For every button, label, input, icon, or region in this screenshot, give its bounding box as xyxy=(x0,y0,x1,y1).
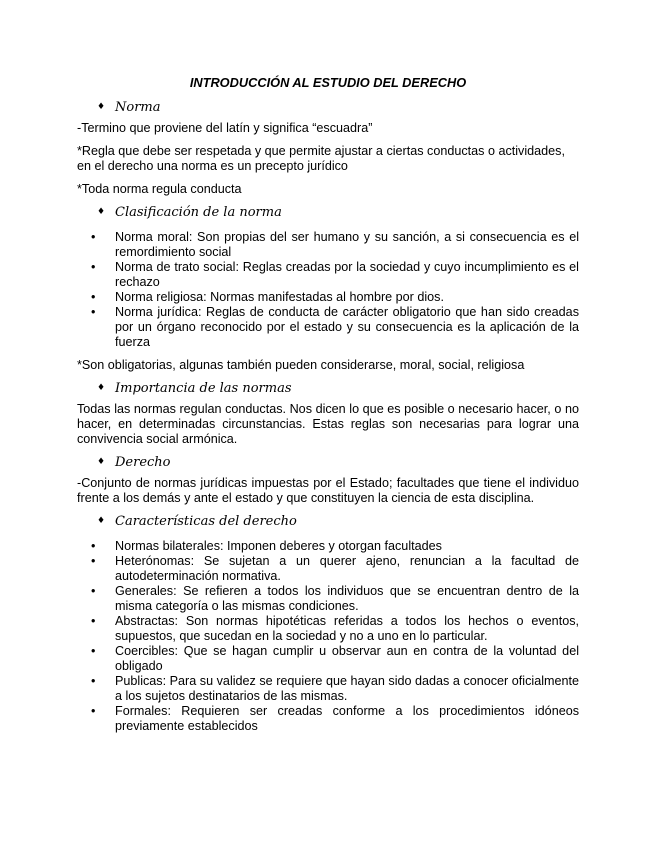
paragraph: *Toda norma regula conducta xyxy=(77,182,242,196)
caracteristicas-list xyxy=(77,539,579,734)
diamond-bullet-icon: ♦ xyxy=(97,207,106,217)
list-item-text: Norma de trato social: Reglas creadas por la sociedad y cuyo incumplimiento es el rechazo xyxy=(115,260,579,289)
paragraph: -Termino que proviene del latín y significa “escuadra” xyxy=(77,121,373,135)
list-item xyxy=(77,554,579,584)
list-item-text: Normas bilaterales: Imponen deberes y otorgan facultades xyxy=(115,539,442,553)
section-heading-caracteristicas xyxy=(97,514,579,529)
section-heading-text: Importancia de las normas xyxy=(115,381,292,396)
section-heading-text: Clasificación de la norma xyxy=(115,205,282,220)
list-item xyxy=(77,614,579,644)
list-item-text: Norma moral: Son propias del ser humano y su sanción, a si consecuencia es el remordimiento social xyxy=(115,230,579,259)
list-item xyxy=(77,584,579,614)
diamond-bullet-icon: ♦ xyxy=(97,383,106,393)
diamond-bullet-icon: ♦ xyxy=(97,457,106,467)
paragraph: -Conjunto de normas jurídicas impuestas por el Estado; facultades que tiene el individuo frente a los demás y ante el estado y que constituyen la ciencia de esta disciplina. xyxy=(77,476,579,505)
section-heading-text: Derecho xyxy=(115,455,171,470)
list-item-text: Abstractas: Son normas hipotéticas referidas a todos los hechos o eventos, supuestos, que sucedan en la sociedad y no a uno en lo particular. xyxy=(115,614,579,643)
bullet-icon: • xyxy=(91,584,96,598)
list-item xyxy=(77,644,579,674)
bullet-icon: • xyxy=(91,614,96,628)
bullet-icon: • xyxy=(91,539,96,553)
paragraph: *Son obligatorias, algunas también pueden considerarse, moral, social, religiosa xyxy=(77,358,525,372)
list-item-text: Norma religiosa: Normas manifestadas al hombre por dios. xyxy=(115,290,444,304)
bullet-icon: • xyxy=(91,674,96,688)
page-title: INTRODUCCIÓN AL ESTUDIO DEL DERECHO xyxy=(189,75,467,90)
bullet-icon: • xyxy=(91,260,96,274)
bullet-icon: • xyxy=(91,644,96,658)
list-item-text: Formales: Requieren ser creadas conforme a los procedimientos idóneos previamente establecidos xyxy=(115,704,579,733)
section-heading-clasificacion xyxy=(97,205,579,220)
section-heading-text: Norma xyxy=(115,100,161,115)
diamond-bullet-icon: ♦ xyxy=(97,516,106,526)
document-body xyxy=(77,71,579,742)
list-item xyxy=(77,674,579,704)
paragraph: Todas las normas regulan conductas. Nos dicen lo que es posible o necesario hacer, o no hacer, en determinadas circunstancias. Estas reglas son necesarias para lograr una convivencia social armónica. xyxy=(77,402,579,446)
bullet-icon: • xyxy=(91,290,96,304)
clasificacion-list xyxy=(77,230,579,350)
bullet-icon: • xyxy=(91,305,96,319)
diamond-bullet-icon: ♦ xyxy=(97,102,106,112)
list-item xyxy=(77,539,579,554)
bullet-icon: • xyxy=(91,554,96,568)
section-heading-importancia xyxy=(97,381,579,396)
list-item-text: Generales: Se refieren a todos los individuos que se encuentran dentro de la misma categoría o las mismas condiciones. xyxy=(115,584,579,613)
bullet-icon: • xyxy=(91,704,96,718)
list-item-text: Heterónomas: Se sujetan a un querer ajeno, renuncian a la facultad de autodeterminación normativa. xyxy=(115,554,579,583)
list-item-text: Norma jurídica: Reglas de conducta de carácter obligatorio que han sido creadas por un órgano reconocido por el estado y su consecuencia es la aplicación de la fuerza xyxy=(115,305,579,349)
list-item xyxy=(77,290,579,305)
list-item-text: Publicas: Para su validez se requiere que hayan sido dadas a conocer oficialmente a los sujetos destinatarios de las mismas. xyxy=(115,674,579,703)
bullet-icon: • xyxy=(91,230,96,244)
section-heading-norma xyxy=(97,100,579,115)
list-item-text: Coercibles: Que se hagan cumplir u observar aun en contra de la voluntad del obligado xyxy=(115,644,579,673)
list-item xyxy=(77,305,579,350)
paragraph: *Regla que debe ser respetada y que permite ajustar a ciertas conductas o actividades, en el derecho una norma es un precepto jurídico xyxy=(77,144,565,173)
section-heading-derecho xyxy=(97,455,579,470)
list-item xyxy=(77,230,579,260)
list-item xyxy=(77,704,579,734)
section-heading-text: Características del derecho xyxy=(115,514,297,529)
list-item xyxy=(77,260,579,290)
